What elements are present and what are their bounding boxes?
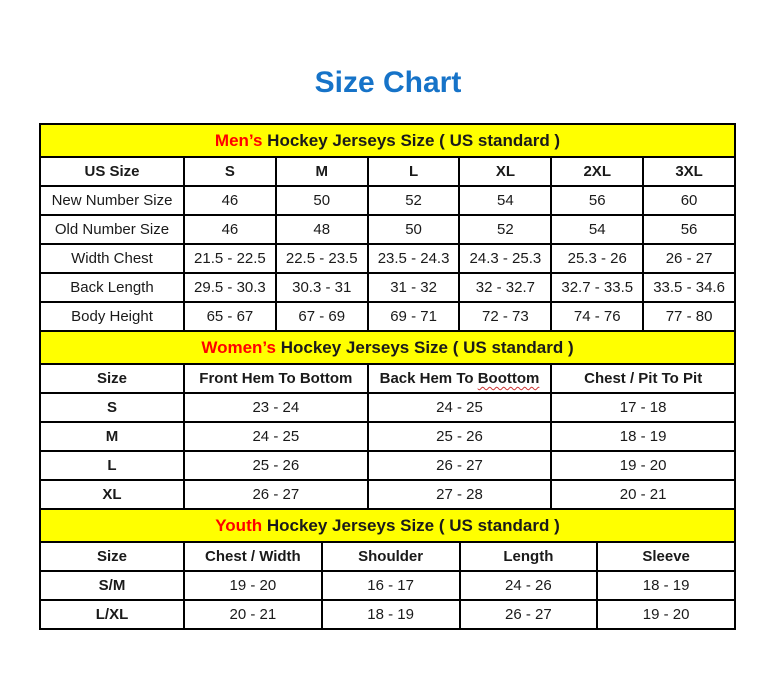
size-value-cell: 24 - 25 bbox=[184, 422, 368, 451]
column-header: S bbox=[184, 157, 276, 186]
misspelled-word: Boottom bbox=[477, 370, 540, 387]
size-value-cell: 50 bbox=[276, 186, 368, 215]
size-value-cell: 32.7 - 33.5 bbox=[551, 273, 643, 302]
size-value-cell: 18 - 19 bbox=[597, 571, 735, 600]
column-header: 3XL bbox=[643, 157, 735, 186]
womens-section-caption bbox=[40, 331, 735, 364]
size-value-cell: 67 - 69 bbox=[276, 302, 368, 331]
size-value-cell: 22.5 - 23.5 bbox=[276, 244, 368, 273]
size-value-cell: 26 - 27 bbox=[368, 451, 552, 480]
youth-header-row bbox=[40, 542, 735, 571]
youth-caption-row bbox=[40, 509, 735, 542]
size-value-cell: 25.3 - 26 bbox=[551, 244, 643, 273]
size-value-cell: 52 bbox=[368, 186, 460, 215]
table-row bbox=[40, 451, 735, 480]
mens-caption-highlight: Men’s bbox=[214, 130, 263, 150]
size-value-cell: 24.3 - 25.3 bbox=[459, 244, 551, 273]
youth-size-table bbox=[39, 508, 736, 630]
row-label: L/XL bbox=[40, 600, 184, 629]
size-value-cell: 54 bbox=[459, 186, 551, 215]
size-value-cell: 27 - 28 bbox=[368, 480, 552, 509]
womens-size-table bbox=[39, 330, 736, 510]
table-row bbox=[40, 480, 735, 509]
column-header: 2XL bbox=[551, 157, 643, 186]
womens-caption-row bbox=[40, 331, 735, 364]
womens-caption-text: Hockey Jerseys Size ( US standard ) bbox=[275, 337, 574, 357]
size-value-cell: 29.5 - 30.3 bbox=[184, 273, 276, 302]
size-value-cell: 19 - 20 bbox=[551, 451, 735, 480]
row-label: New Number Size bbox=[40, 186, 184, 215]
size-value-cell: 26 - 27 bbox=[460, 600, 598, 629]
row-label: Body Height bbox=[40, 302, 184, 331]
table-row bbox=[40, 273, 735, 302]
column-header: L bbox=[368, 157, 460, 186]
size-value-cell: 26 - 27 bbox=[643, 244, 735, 273]
size-value-cell: 52 bbox=[459, 215, 551, 244]
table-row bbox=[40, 244, 735, 273]
size-value-cell: 33.5 - 34.6 bbox=[643, 273, 735, 302]
size-value-cell: 65 - 67 bbox=[184, 302, 276, 331]
page-title: Size Chart bbox=[314, 66, 462, 99]
size-value-cell: 17 - 18 bbox=[551, 393, 735, 422]
row-label: S bbox=[40, 393, 184, 422]
row-label: L bbox=[40, 451, 184, 480]
column-header: Back Hem To Boottom bbox=[368, 364, 552, 393]
size-value-cell: 69 - 71 bbox=[368, 302, 460, 331]
size-value-cell: 60 bbox=[643, 186, 735, 215]
size-value-cell: 48 bbox=[276, 215, 368, 244]
size-value-cell: 56 bbox=[643, 215, 735, 244]
row-label: Width Chest bbox=[40, 244, 184, 273]
size-value-cell: 16 - 17 bbox=[322, 571, 460, 600]
size-value-cell: 23.5 - 24.3 bbox=[368, 244, 460, 273]
size-value-cell: 46 bbox=[184, 186, 276, 215]
size-value-cell: 25 - 26 bbox=[184, 451, 368, 480]
womens-caption-highlight: Women’s bbox=[201, 337, 276, 357]
row-label: M bbox=[40, 422, 184, 451]
size-value-cell: 46 bbox=[184, 215, 276, 244]
size-value-cell: 20 - 21 bbox=[551, 480, 735, 509]
column-header: Chest / Width bbox=[184, 542, 322, 571]
column-header: Length bbox=[460, 542, 598, 571]
size-value-cell: 56 bbox=[551, 186, 643, 215]
mens-caption-text: Hockey Jerseys Size ( US standard ) bbox=[262, 130, 561, 150]
size-value-cell: 26 - 27 bbox=[184, 480, 368, 509]
size-value-cell: 24 - 25 bbox=[368, 393, 552, 422]
table-row bbox=[40, 186, 735, 215]
table-row bbox=[40, 422, 735, 451]
column-header: Shoulder bbox=[322, 542, 460, 571]
row-label: Old Number Size bbox=[40, 215, 184, 244]
row-label: Back Length bbox=[40, 273, 184, 302]
column-header: Chest / Pit To Pit bbox=[551, 364, 735, 393]
table-row bbox=[40, 571, 735, 600]
column-header: Size bbox=[40, 542, 184, 571]
size-tables-container bbox=[39, 123, 736, 630]
table-row bbox=[40, 600, 735, 629]
size-value-cell: 74 - 76 bbox=[551, 302, 643, 331]
column-header: Size bbox=[40, 364, 184, 393]
table-row bbox=[40, 302, 735, 331]
mens-caption-row bbox=[40, 124, 735, 157]
size-value-cell: 25 - 26 bbox=[368, 422, 552, 451]
column-header: US Size bbox=[40, 157, 184, 186]
size-value-cell: 23 - 24 bbox=[184, 393, 368, 422]
size-value-cell: 32 - 32.7 bbox=[459, 273, 551, 302]
column-header: Front Hem To Bottom bbox=[184, 364, 368, 393]
size-value-cell: 19 - 20 bbox=[184, 571, 322, 600]
column-header: Sleeve bbox=[597, 542, 735, 571]
size-value-cell: 24 - 26 bbox=[460, 571, 598, 600]
youth-section-caption bbox=[40, 509, 735, 542]
table-row bbox=[40, 215, 735, 244]
mens-section-caption bbox=[40, 124, 735, 157]
size-value-cell: 21.5 - 22.5 bbox=[184, 244, 276, 273]
column-header: M bbox=[276, 157, 368, 186]
row-label: S/M bbox=[40, 571, 184, 600]
size-value-cell: 77 - 80 bbox=[643, 302, 735, 331]
size-value-cell: 20 - 21 bbox=[184, 600, 322, 629]
size-value-cell: 30.3 - 31 bbox=[276, 273, 368, 302]
size-value-cell: 31 - 32 bbox=[368, 273, 460, 302]
size-value-cell: 18 - 19 bbox=[551, 422, 735, 451]
youth-caption-highlight: Youth bbox=[215, 515, 263, 535]
youth-caption-text: Hockey Jerseys Size ( US standard ) bbox=[262, 515, 560, 535]
size-value-cell: 54 bbox=[551, 215, 643, 244]
column-header: XL bbox=[459, 157, 551, 186]
size-value-cell: 19 - 20 bbox=[597, 600, 735, 629]
womens-header-row bbox=[40, 364, 735, 393]
mens-size-table bbox=[39, 123, 736, 332]
mens-header-row bbox=[40, 157, 735, 186]
size-value-cell: 72 - 73 bbox=[459, 302, 551, 331]
row-label: XL bbox=[40, 480, 184, 509]
size-value-cell: 50 bbox=[368, 215, 460, 244]
size-value-cell: 18 - 19 bbox=[322, 600, 460, 629]
table-row bbox=[40, 393, 735, 422]
